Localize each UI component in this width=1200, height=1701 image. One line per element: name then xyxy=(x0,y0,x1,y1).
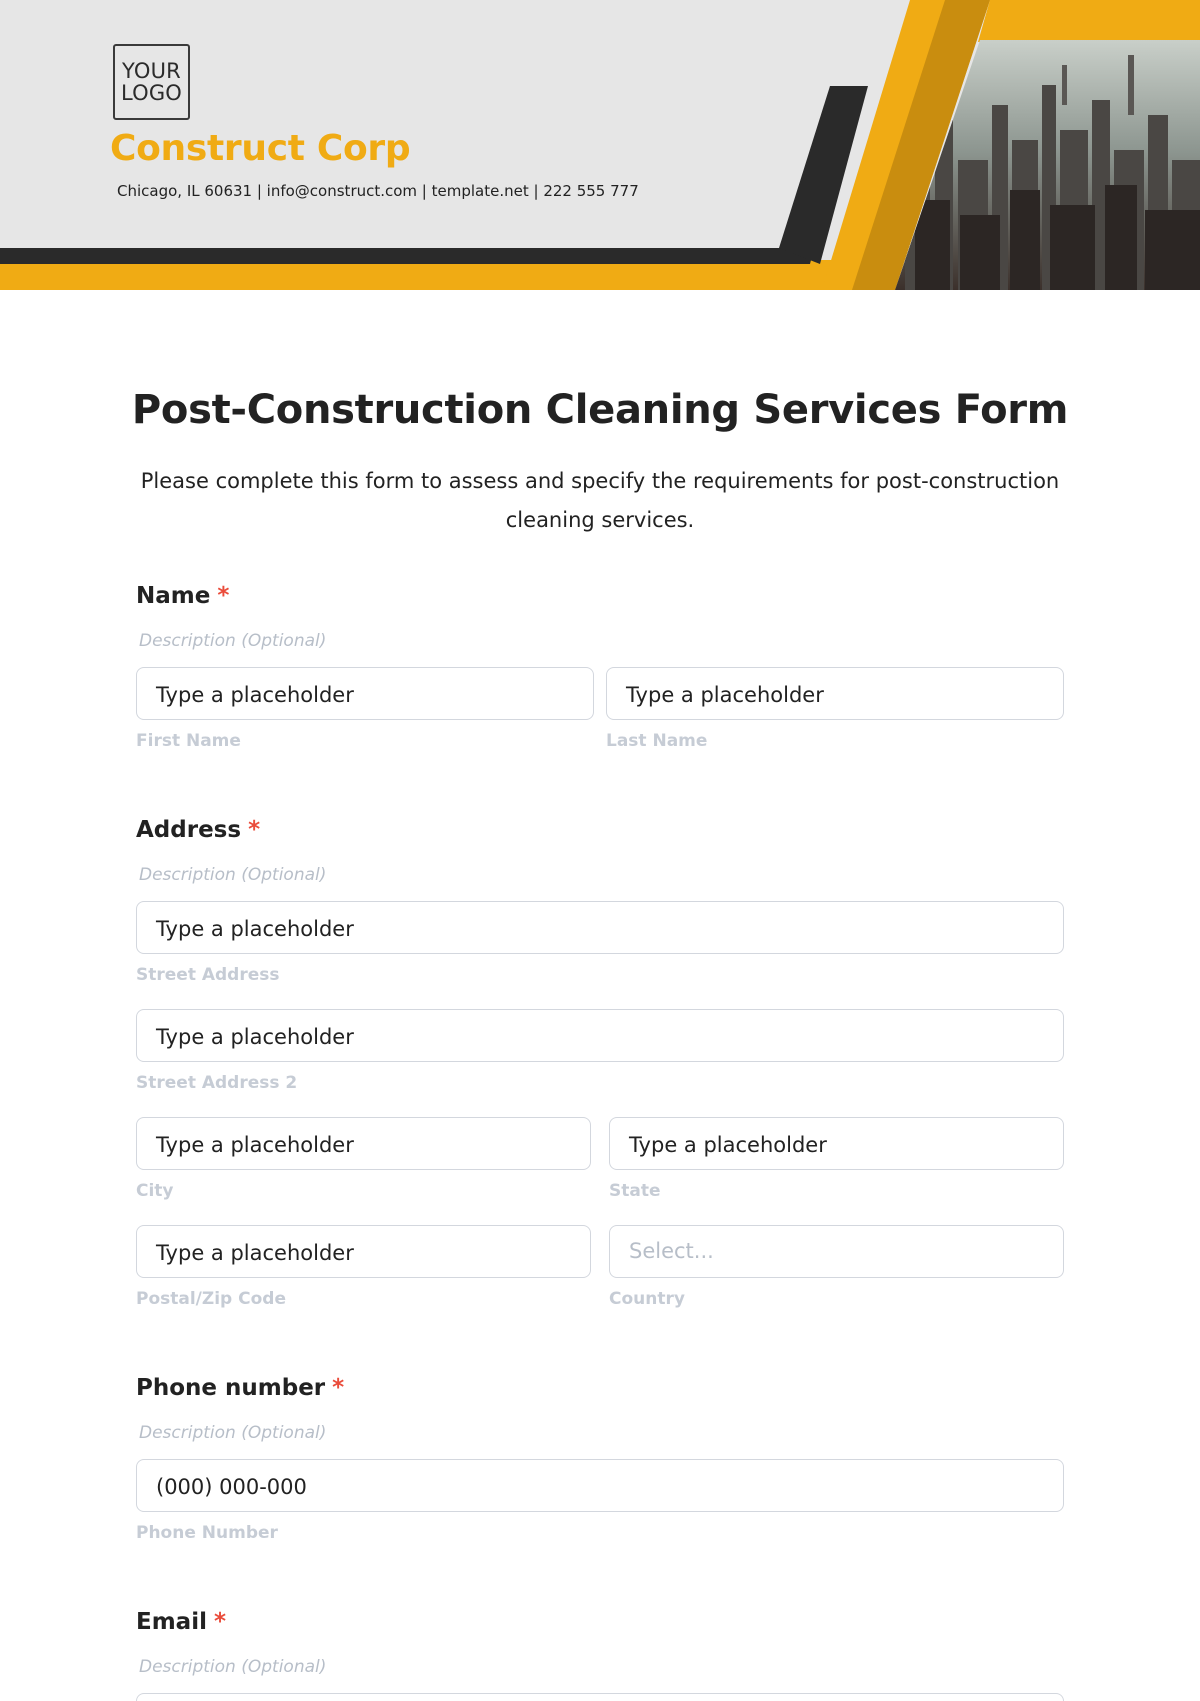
form-intro: Please complete this form to assess and specify the requirements for post-construction cleaning services. xyxy=(140,469,1060,532)
postal-code-sublabel: Postal/Zip Code xyxy=(136,1289,286,1309)
last-name-sublabel: Last Name xyxy=(606,731,708,751)
city-input[interactable]: Type a placeholder xyxy=(136,1117,591,1170)
postal-code-input[interactable]: Type a placeholder xyxy=(136,1225,591,1278)
company-name: Construct Corp xyxy=(110,128,411,169)
company-logo xyxy=(113,44,190,120)
address-description: Description (Optional) xyxy=(139,865,327,885)
street-address-2-input[interactable]: Type a placeholder xyxy=(136,1009,1064,1062)
street-address-sublabel: Street Address xyxy=(136,965,280,985)
form-title: Post-Construction Cleaning Services Form xyxy=(131,387,1069,433)
first-name-input[interactable]: Type a placeholder xyxy=(136,667,594,720)
address-label-text: Address xyxy=(136,817,242,843)
state-input[interactable]: Type a placeholder xyxy=(609,1117,1064,1170)
logo-line-1: YOUR xyxy=(122,59,181,83)
required-marker: * xyxy=(332,1375,345,1401)
phone-label xyxy=(136,1375,344,1401)
header-banner xyxy=(0,0,1200,290)
first-name-sublabel: First Name xyxy=(136,731,241,751)
city-sublabel: City xyxy=(136,1181,174,1201)
banner-yellow-band xyxy=(0,260,840,290)
email-input[interactable] xyxy=(136,1693,1064,1701)
street-address-2-sublabel: Street Address 2 xyxy=(136,1073,298,1093)
name-label xyxy=(136,583,229,609)
country-select[interactable]: Select... xyxy=(609,1225,1064,1278)
logo-line-2: LOGO xyxy=(120,81,183,105)
required-marker: * xyxy=(217,583,230,609)
email-label-text: Email xyxy=(136,1609,207,1635)
country-sublabel: Country xyxy=(609,1289,685,1309)
phone-number-input[interactable]: (000) 000-000 xyxy=(136,1459,1064,1512)
phone-number-sublabel: Phone Number xyxy=(136,1523,278,1543)
address-label xyxy=(136,817,260,843)
name-label-text: Name xyxy=(136,583,211,609)
email-description: Description (Optional) xyxy=(139,1657,327,1677)
email-label xyxy=(136,1609,226,1635)
state-sublabel: State xyxy=(609,1181,661,1201)
street-address-input[interactable]: Type a placeholder xyxy=(136,901,1064,954)
required-marker: * xyxy=(213,1609,226,1635)
last-name-input[interactable]: Type a placeholder xyxy=(606,667,1064,720)
name-description: Description (Optional) xyxy=(139,631,327,651)
required-marker: * xyxy=(248,817,261,843)
phone-description: Description (Optional) xyxy=(139,1423,327,1443)
phone-label-text: Phone number xyxy=(136,1375,326,1401)
company-contact: Chicago, IL 60631 | info@construct.com | template.net | 222 555 777 xyxy=(117,182,639,200)
